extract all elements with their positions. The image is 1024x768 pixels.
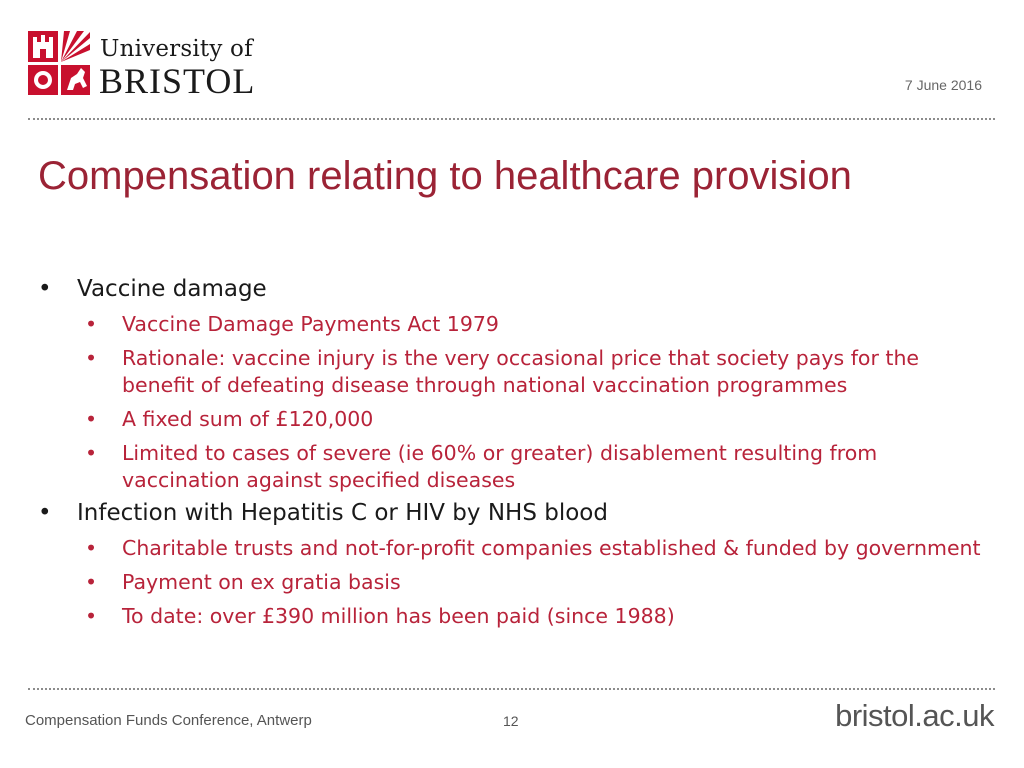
logo-bristol: BRISTOL	[99, 61, 256, 101]
bullet-dot-icon: •	[85, 536, 98, 560]
sub-bullet-text: Payment on ex gratia basis	[122, 570, 401, 594]
bullet-dot-icon: •	[85, 570, 98, 594]
sub-bullet	[38, 345, 982, 399]
bullet-dot-icon: •	[38, 276, 52, 302]
slide-content	[38, 270, 998, 630]
bullet-dot-icon: •	[85, 604, 98, 628]
bullet-infection	[38, 498, 998, 528]
page-number: 12	[503, 713, 519, 729]
logo-university-of: University of	[100, 36, 253, 62]
sub-bullet	[38, 440, 982, 494]
sub-bullet-text: Limited to cases of severe (ie 60% or greater) disablement resulting from vaccination against specified diseases	[122, 441, 878, 492]
bottom-dotted-divider	[28, 688, 995, 690]
footer-brand: bristol.ac.uk	[835, 698, 994, 733]
slide-title: Compensation relating to healthcare provision	[38, 154, 852, 198]
bullet-dot-icon: •	[85, 312, 98, 336]
sub-bullet	[38, 535, 982, 562]
sub-bullet-text: To date: over £390 million has been paid (since 1988)	[122, 604, 675, 628]
bullet-dot-icon: •	[85, 346, 98, 370]
sub-bullet-text: Rationale: vaccine injury is the very occasional price that society pays for the benefit of defeating disease through national vaccination programmes	[122, 346, 920, 397]
sub-bullet	[38, 406, 982, 433]
university-logo	[27, 30, 256, 101]
top-dotted-divider	[28, 118, 995, 120]
bullet-vaccine-damage	[38, 274, 998, 304]
sub-bullet	[38, 569, 982, 596]
crest-icon	[27, 30, 91, 96]
sub-bullet-text: Vaccine Damage Payments Act 1979	[122, 312, 499, 336]
footer-conference: Compensation Funds Conference, Antwerp	[25, 712, 312, 729]
sub-bullet-text: Charitable trusts and not-for-profit companies established & funded by government	[122, 536, 981, 560]
sub-bullet-text: A fixed sum of £120,000	[122, 407, 374, 431]
bullet-text: Vaccine damage	[77, 276, 267, 302]
sub-bullet	[38, 603, 982, 630]
bullet-dot-icon: •	[85, 407, 98, 431]
bullet-dot-icon: •	[85, 441, 98, 465]
bullet-text: Infection with Hepatitis C or HIV by NHS blood	[77, 500, 608, 526]
bullet-dot-icon: •	[38, 500, 52, 526]
slide-date: 7 June 2016	[904, 77, 982, 93]
sub-bullet	[38, 311, 982, 338]
